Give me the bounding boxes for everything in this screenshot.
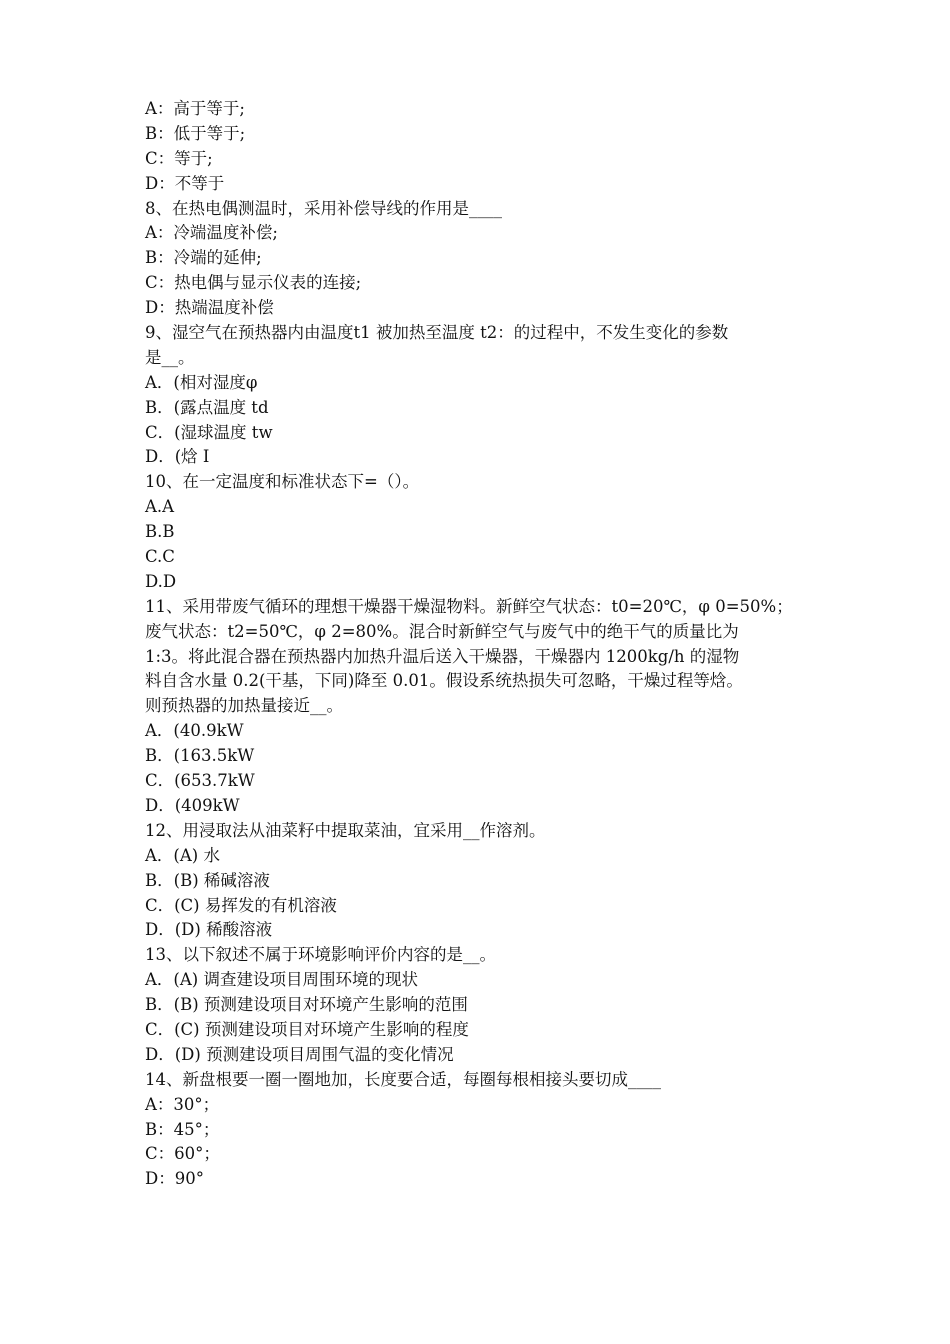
question-11-cont: 料自含水量 0.2(干基，下同)降至 0.01。假设系统热损失可忽略，干燥过程等焓。 <box>145 671 743 691</box>
question-12: 12、用浸取法从油菜籽中提取菜油，宜采用__作溶剂。 <box>145 820 546 840</box>
option-line: B：冷端的延伸; <box>145 248 262 268</box>
option-line: C．(653.7kW <box>145 771 255 791</box>
option-line: B.B <box>145 522 175 542</box>
option-line: D：不等于 <box>145 173 225 193</box>
document-page <box>145 97 835 1192</box>
option-line: A：高于等于; <box>145 99 245 118</box>
option-line: B．(163.5kW <box>145 746 255 766</box>
question-11-cont: 废气状态：t2=50℃，φ 2=80%。混合时新鲜空气与废气中的绝干气的质量比为 <box>145 621 739 641</box>
question-13: 13、以下叙述不属于环境影响评价内容的是__。 <box>145 945 496 965</box>
option-line: C：等于; <box>145 148 213 168</box>
option-line: A．(A) 调查建设项目周围环境的现状 <box>145 970 418 990</box>
question-8: 8、在热电偶测温时，采用补偿导线的作用是____ <box>145 198 502 218</box>
option-line: A：冷端温度补偿; <box>145 223 278 243</box>
question-11-cont: 则预热器的加热量接近__。 <box>145 696 343 716</box>
question-11-cont: 1:3。将此混合器在预热器内加热升温后送入干燥器，干燥器内 1200kg/h 的湿物 <box>145 646 740 666</box>
option-line: D：90° <box>145 1169 204 1189</box>
option-line: D．(焓 I <box>145 447 210 467</box>
option-line: A．(相对湿度φ <box>145 372 258 392</box>
option-line: D．(D) 预测建设项目周围气温的变化情况 <box>145 1044 454 1064</box>
option-line: C.C <box>145 547 175 567</box>
option-line: D：热端温度补偿 <box>145 298 274 318</box>
option-line: B：45°； <box>145 1119 220 1139</box>
question-9-cont: 是__。 <box>145 347 195 367</box>
option-line: C．(湿球温度 tw <box>145 422 273 442</box>
option-line: D．(409kW <box>145 795 240 815</box>
option-line: B：低于等于; <box>145 123 246 143</box>
option-line: D．(D) 稀酸溶液 <box>145 920 273 940</box>
option-line: A．(A) 水 <box>145 845 220 865</box>
question-9: 9、湿空气在预热器内由温度t1 被加热至温度 t2：的过程中，不发生变化的参数 <box>145 323 729 343</box>
option-line: B．(B) 预测建设项目对环境产生影响的范围 <box>145 995 468 1015</box>
option-line: A.A <box>145 497 175 517</box>
option-line: C．(C) 易挥发的有机溶液 <box>145 895 337 915</box>
option-line: B．(B) 稀碱溶液 <box>145 870 270 890</box>
question-14: 14、新盘根要一圈一圈地加，长度要合适，每圈每根相接头要切成____ <box>145 1069 661 1089</box>
option-line: C：热电偶与显示仪表的连接; <box>145 273 362 293</box>
option-line: A．(40.9kW <box>145 721 244 741</box>
question-10: 10、在一定温度和标准状态下=（）。 <box>145 472 420 492</box>
option-line: A：30°； <box>145 1094 220 1114</box>
option-line: C．(C) 预测建设项目对环境产生影响的程度 <box>145 1019 469 1039</box>
question-11: 11、采用带废气循环的理想干燥器干燥湿物料。新鲜空气状态：t0=20℃，φ 0=50%； <box>145 596 793 616</box>
option-line: D.D <box>145 571 177 591</box>
option-line: B．(露点温度 td <box>145 397 269 417</box>
option-line: C：60°； <box>145 1144 220 1164</box>
